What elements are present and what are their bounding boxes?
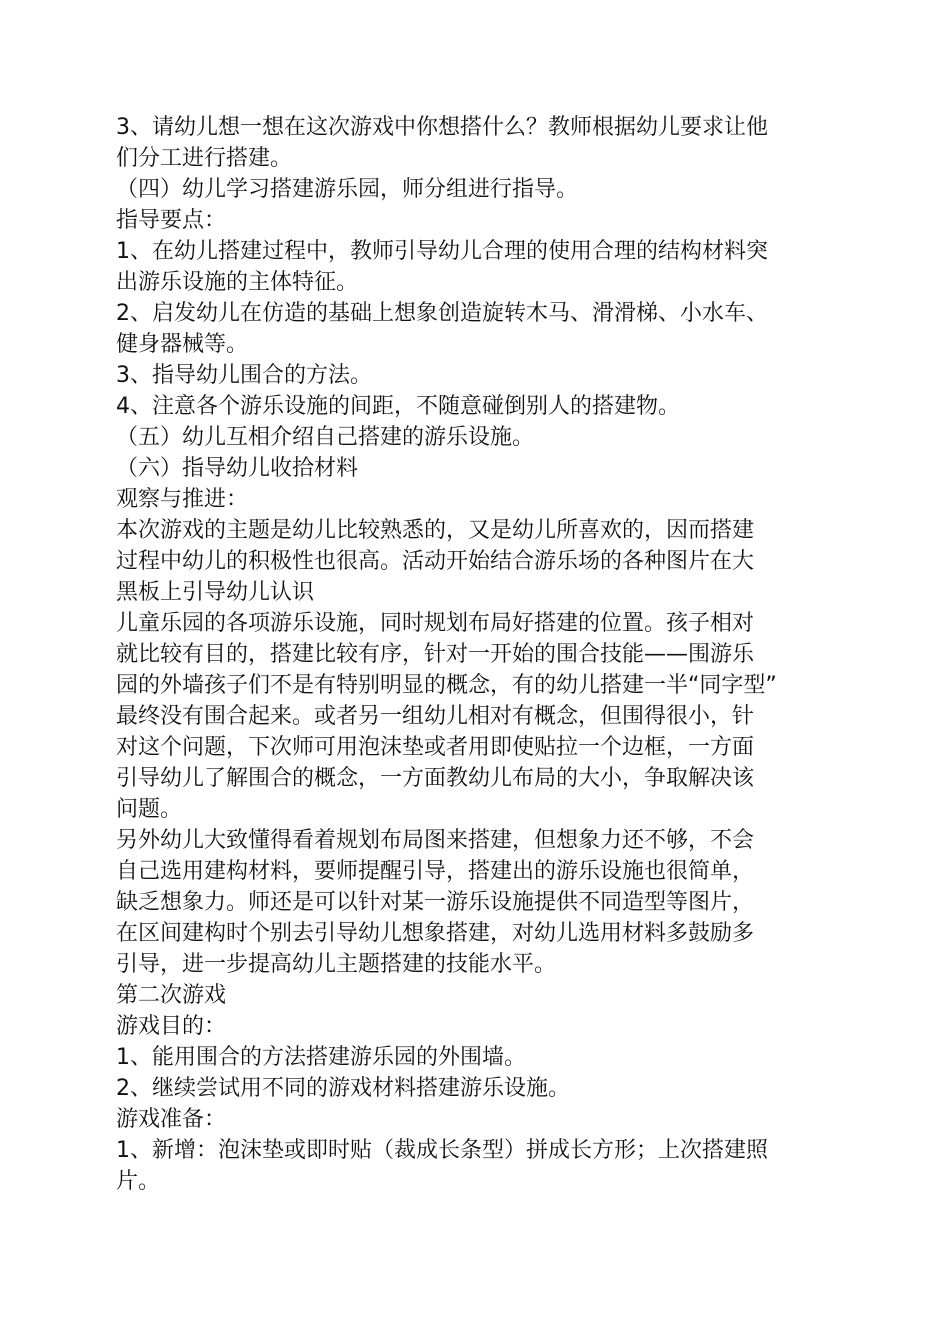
text-line: 儿童乐园的各项游乐设施，同时规划布局好搭建的位置。孩子相对 [116,611,755,636]
text-line: 指导要点： [116,208,227,233]
text-line: 最终没有围合起来。或者另一组幼儿相对有概念，但围得很小，针 [116,704,755,729]
text-line: 出游乐设施的主体特征。 [116,270,359,295]
text-line: 健身器械等。 [116,332,249,357]
text-line: 游戏目的： [116,1014,227,1039]
text-line: 1、新增：泡沫垫或即时贴（裁成长条型）拼成长方形；上次搭建照 [116,1138,768,1163]
text-line: 观察与推进： [116,487,249,512]
text-line: 引导，进一步提高幼儿主题搭建的技能水平。 [116,952,557,977]
document-page [116,112,838,1197]
text-line: 园的外墙孩子们不是有特别明显的概念，有的幼儿搭建一半“同字型” [116,673,777,698]
section-heading: （四）幼儿学习搭建游乐园，师分组进行指导。 [116,177,579,202]
text-line: 黑板上引导幼儿认识 [116,580,315,605]
text-line: 另外幼儿大致懂得看着规划布局图来搭建，但想象力还不够，不会 [116,828,755,853]
section-heading: （六）指导幼儿收拾材料 [116,456,359,481]
text-line: 3、请幼儿想一想在这次游戏中你想搭什么？教师根据幼儿要求让他 [116,115,768,140]
text-line: 自己选用建构材料，要师提醒引导，搭建出的游乐设施也很简单， [116,859,755,884]
text-line: 对这个问题，下次师可用泡沫垫或者用即使贴拉一个边框，一方面 [116,735,755,760]
text-line: 片。 [116,1169,161,1194]
text-line: 缺乏想象力。师还是可以针对某一游乐设施提供不同造型等图片， [116,890,755,915]
text-line: 1、能用围合的方法搭建游乐园的外围墙。 [116,1045,526,1070]
section-heading: 第二次游戏 [116,983,227,1008]
text-line: 本次游戏的主题是幼儿比较熟悉的，又是幼儿所喜欢的，因而搭建 [116,518,755,543]
text-line: 们分工进行搭建。 [116,146,293,171]
text-line: 1、在幼儿搭建过程中，教师引导幼儿合理的使用合理的结构材料突 [116,239,768,264]
text-line: 2、继续尝试用不同的游戏材料搭建游乐设施。 [116,1076,570,1101]
section-heading: （五）幼儿互相介绍自己搭建的游乐设施。 [116,425,535,450]
text-line: 过程中幼儿的积极性也很高。活动开始结合游乐场的各种图片在大 [116,549,755,574]
text-line: 就比较有目的，搭建比较有序，针对一开始的围合技能——围游乐 [116,642,755,667]
text-line: 在区间建构时个别去引导幼儿想象搭建，对幼儿选用材料多鼓励多 [116,921,755,946]
text-line: 引导幼儿了解围合的概念，一方面教幼儿布局的大小，争取解决该 [116,766,755,791]
text-line: 3、指导幼儿围合的方法。 [116,363,372,388]
text-line: 问题。 [116,797,183,822]
text-line: 2、启发幼儿在仿造的基础上想象创造旋转木马、滑滑梯、小水车、 [116,301,768,326]
text-line: 游戏准备： [116,1107,227,1132]
text-line: 4、注意各个游乐设施的间距，不随意碰倒别人的搭建物。 [116,394,680,419]
